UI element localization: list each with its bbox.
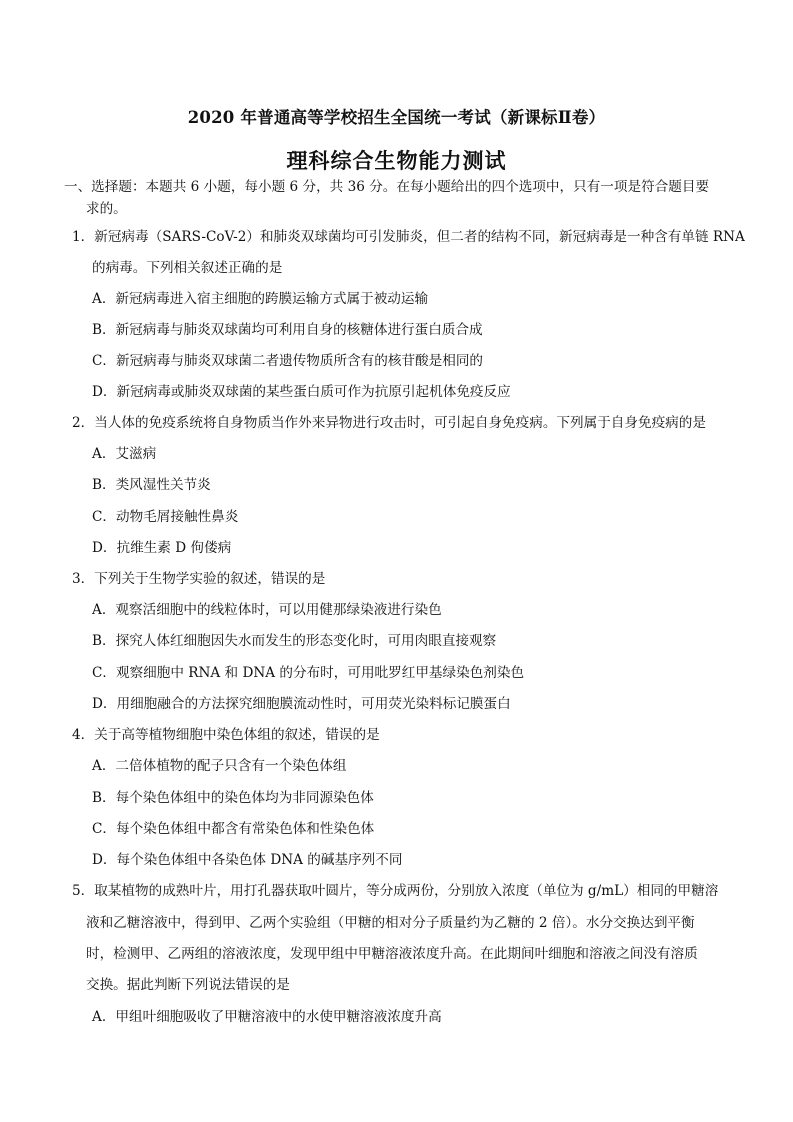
question-3-option-d: D．用细胞融合的方法探究细胞膜流动性时，可用荧光染料标记膜蛋白 — [92, 696, 511, 712]
question-4-option-a: A．二倍体植物的配子只含有一个染色体组 — [92, 758, 347, 774]
question-2-option-d: D．抗维生素 D 佝偻病 — [92, 540, 232, 556]
section-instructions-cont: 求的。 — [86, 201, 127, 217]
question-3-option-c: C．观察细胞中 RNA 和 DNA 的分布时，可用吡罗红甲基绿染色剂染色 — [92, 665, 525, 681]
exam-subtitle: 理科综合生物能力测试 — [286, 148, 507, 173]
question-1-option-a: A．新冠病毒进入宿主细胞的跨膜运输方式属于被动运输 — [92, 291, 429, 307]
question-4-option-b: B．每个染色体组中的染色体均为非同源染色体 — [92, 790, 374, 806]
section-instructions: 一、选择题：本题共 6 小题，每小题 6 分，共 36 分。在每小题给出的四个选项中，只有一项是符合题目要 — [64, 179, 710, 195]
question-2-option-a: A．艾滋病 — [92, 446, 157, 462]
question-1-option-b: B．新冠病毒与肺炎双球菌均可利用自身的核糖体进行蛋白质合成 — [92, 322, 483, 338]
question-1-stem-cont: 的病毒。下列相关叙述正确的是 — [92, 260, 283, 276]
question-4-option-c: C．每个染色体组中都含有常染色体和性染色体 — [92, 821, 375, 837]
question-3-option-b: B．探究人体红细胞因失水而发生的形态变化时，可用肉眼直接观察 — [92, 633, 497, 649]
question-2-option-c: C．动物毛屑接触性鼻炎 — [92, 509, 239, 525]
question-3-option-a: A．观察活细胞中的线粒体时，可以用健那绿染液进行染色 — [92, 602, 442, 618]
question-5-stem: 5．取某植物的成熟叶片，用打孔器获取叶圆片，等分成两份，分别放入浓度（单位为 g/mL）相同的甲糖溶 — [72, 883, 719, 899]
question-1-option-d: D．新冠病毒或肺炎双球菌的某些蛋白质可作为抗原引起机体免疫反应 — [92, 384, 511, 400]
question-4-stem: 4．关于高等植物细胞中染色体组的叙述，错误的是 — [72, 727, 380, 743]
question-2-option-b: B．类风湿性关节炎 — [92, 477, 211, 493]
question-2-stem: 2．当人体的免疫系统将自身物质当作外来异物进行攻击时，可引起自身免疫病。下列属于自身免疫病的是 — [72, 415, 706, 431]
question-1-stem: 1．新冠病毒（SARS-CoV-2）和肺炎双球菌均可引发肺炎，但二者的结构不同，新冠病毒是一种含有单链 RNA — [72, 229, 745, 245]
question-5-option-a: A．甲组叶细胞吸收了甲糖溶液中的水使甲糖溶液浓度升高 — [92, 1009, 442, 1025]
exam-title: 2020 年普通高等学校招生全国统一考试（新课标Ⅱ卷） — [187, 108, 606, 127]
question-5-stem-cont-3: 交换。据此判断下列说法错误的是 — [86, 977, 290, 993]
question-3-stem: 3．下列关于生物学实验的叙述，错误的是 — [72, 571, 326, 587]
question-1-option-c: C．新冠病毒与肺炎双球菌二者遗传物质所含有的核苷酸是相同的 — [92, 353, 484, 369]
question-5-stem-cont-1: 液和乙糖溶液中，得到甲、乙两个实验组（甲糖的相对分子质量约为乙糖的 2 倍）。水分交换达到平衡 — [86, 915, 695, 931]
question-4-option-d: D．每个染色体组中各染色体 DNA 的碱基序列不同 — [92, 852, 403, 868]
question-5-stem-cont-2: 时，检测甲、乙两组的溶液浓度，发现甲组中甲糖溶液浓度升高。在此期间叶细胞和溶液之间没有溶质 — [86, 946, 698, 962]
